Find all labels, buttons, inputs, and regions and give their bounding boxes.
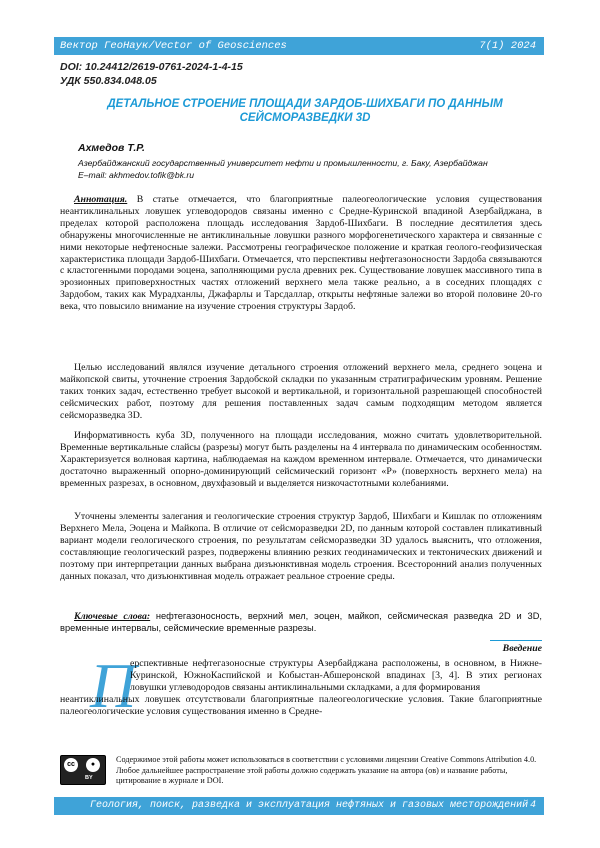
author-affiliation-block — [78, 157, 488, 181]
article-title: ДЕТАЛЬНОЕ СТРОЕНИЕ ПЛОЩАДИ ЗАРДОБ-ШИХБАГИ ПО ДАННЫМ СЕЙСМОРАЗВЕДКИ 3D — [107, 98, 503, 124]
intro-heading: Введение — [502, 643, 542, 654]
journal-name: Вектор ГеоНаук/Vector of Geosciences — [60, 40, 287, 52]
intro-text-2: неантиклинальных ловушек отсутствовали благоприятные палеогеологические условия. Такие благоприятные палеогеологические условия существования именно в Средне- — [60, 694, 542, 717]
cc-by-badge[interactable] — [60, 755, 106, 785]
intro-text-1: ерспективные нефтегазоносные структуры Азербайджана расположены, в основном, в Нижне-Куринской, ЮжноКаспийской и Кобыстан-Абшеронской впадинах [3, 4]. В этих регионах ловушки углеводородов связаны антиклинальными складками, а для формирования — [130, 658, 542, 693]
footer-journal-name: Геология, поиск, разведка и эксплуатация нефтяных и газовых месторождений — [90, 800, 529, 811]
page-number: 4 — [529, 800, 536, 811]
abstract-text-1: В статье отмечается, что благоприятные палеогеологические условия существования неантиклинальных ловушек углеводородов связаны именно с Средне-Куринской впадиной Азербайджана, в пределах которой расположена площадь исследования Зардоб-Шихбаги. В последние десятилетия здесь обнаружены многочисленные не антиклинальные ловушки разного морфогенетического характера и связанные с ними некоторые нефтеносные залежи. Рассмотрены географическое положение и краткая геолого-геофизическая характеристика площади Зардоб-Шихбаги. Отмечается, что перспективы нефтегазоносности Зардоба связываются с кластогенными породами эоцена, заполняющими русла древних рек. Существование ловушек массивного типа в эрозионных приповерхностных частях отложений верхнего мела также реально, а в соседних площадях с Зардобом, таких как Мурадханлы, Джафарлы и Тарсдаллар, открыты нефтяные залежи во второй половине 20-го века, что повысило внимание на изучение строения структуры Зардоб. — [60, 194, 542, 313]
keywords-text: нефтегазоносность, верхний мел, эоцен, майкоп, сейсмическая разведка 2D и 3D, временные интервалы, сейсмические временные разрезы. — [60, 611, 543, 633]
license-block — [60, 755, 542, 789]
author-name: Ахмедов Т.Р. — [78, 142, 145, 154]
udk: УДК 550.834.048.05 — [60, 75, 157, 87]
by-label: BY — [85, 775, 93, 781]
intro-divider — [490, 640, 542, 641]
abstract-paragraph-2: Целью исследований являлся изучение детального строения отложений верхнего мела, среднего эоцена и майкопской свиты, уточнение строения Зардобской складки по указанным стратиграфическим уровням. Решение таких тонких задач, естественно требует высокой и вертикальной, и горизонтальной разрешающей способностей сейсмических работ, поэтому для решения поставленных задач самым подходящим методом является сейсморазведка 3D. — [60, 362, 542, 421]
journal-header-bar — [54, 37, 544, 55]
person-icon: ● — [86, 758, 100, 772]
abstract-paragraph-3: Информативность куба 3D, полученного на площади исследования, можно считать удовлетворительной. Временные вертикальные слайсы (разрезы) могут быть разделены на 4 интервала по динамическим особенностям. Характеризуется волновая картина, наблюдаемая на каждом временном интервале. Отмечается, что динамически достаточно выраженный опорно-доминирующий сейсмический горизонт «Р» (поверхность верхнего мела) на временных разрезах, в основном, двухфазовый и выделяется низкочастотными колебаниями. — [60, 430, 542, 489]
keywords-label: Ключевые слова: — [74, 611, 151, 622]
affiliation: Азербайджанский государственный университет нефти и промышленности, г. Баку, Азербайджан — [78, 158, 488, 168]
author-email[interactable]: E–mail: akhmedov.tofik@bk.ru — [78, 170, 195, 180]
abstract-paragraph-4: Уточнены элементы залегания и геологические строения структур Зардоб, Шихбаги и Кишлак по отложениям Верхнего Мела, Эоцена и Майкопа. В отличие от сейсморазведки 2D, по данным которой составлен пликативный вариант модели геологического строения, по результатам сейсморазведки 3D удалось выяснить, что отложения, составляющие геологический разрез, подвержены влиянию резких геодинамических и тектонических движений и поэтому при интерпретации данных выбрана дизъюнктивная модель строения. Всесторонний анализ полученных данных показал, что дизъюнктивная модель отражает реальное строение среды. — [60, 511, 542, 582]
doi[interactable]: DOI: 10.24412/2619-0761-2024-1-4-15 — [60, 61, 243, 73]
intro-paragraph — [60, 658, 542, 718]
drop-cap: П — [90, 650, 137, 721]
article-identifiers — [60, 60, 243, 88]
abstract-paragraph-1 — [60, 194, 542, 313]
cc-icon: cc — [64, 758, 78, 772]
abstract-label: Аннотация. — [74, 194, 128, 205]
journal-footer-bar — [54, 797, 544, 815]
keywords — [60, 611, 542, 635]
license-text: Содержимое этой работы может использоваться в соответствии с условиями лицензии Creative Commons Attribution 4.0. Любое дальнейшее распространение этой работы должно содержать указание на автора (ов) и название работы, цитирование в журнале и DOI. — [116, 755, 537, 785]
issue-number: 7(1) 2024 — [479, 40, 536, 52]
